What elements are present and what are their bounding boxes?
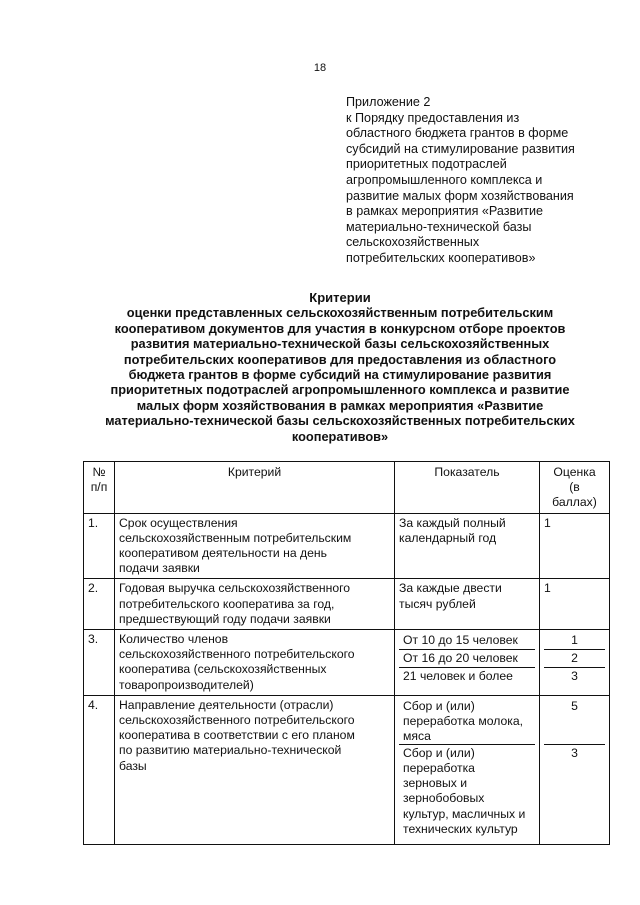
indicator-line: Сбор и (или): [403, 745, 475, 760]
criterion-line: потребительского кооператива за год,: [119, 596, 335, 611]
indicator-line: Сбор и (или): [403, 698, 475, 713]
title-line: оценки представленных сельскохозяйственным потребительским: [126, 305, 554, 321]
header-num-line: п/п: [90, 480, 108, 495]
title-line: малых форм хозяйствования в рамках мероприятия «Развитие: [136, 397, 544, 413]
header-score: [540, 462, 610, 514]
row-score-list: [540, 695, 610, 844]
indicator-line: календарный год: [399, 530, 497, 545]
header-score-line: баллах): [552, 495, 597, 510]
criterion-line: сельскохозяйственного потребительского: [119, 713, 355, 728]
appendix-line: приоритетных подотраслей: [346, 157, 507, 172]
row-number: 1.: [84, 513, 115, 579]
row-indicator-list: [395, 695, 540, 844]
indicator-option: [399, 745, 535, 842]
row-criterion: [115, 630, 395, 696]
score-option: 5: [544, 698, 605, 745]
appendix-line: Приложение 2: [346, 95, 431, 109]
row-indicator: [395, 513, 540, 579]
header-num: [84, 462, 115, 514]
table-row: [84, 579, 610, 630]
title-heading: Критерии: [309, 290, 371, 305]
title-line: приоритетных подотраслей агропромышленного комплекса и развитие: [110, 382, 570, 398]
score-option: 3: [571, 669, 578, 684]
row-number: 2.: [84, 579, 115, 630]
criterion-line: Направление деятельности (отрасли): [119, 697, 334, 712]
header-num-line: №: [92, 465, 106, 479]
row-number: 3.: [84, 630, 115, 696]
table-row: [84, 695, 610, 844]
indicator-option: [399, 698, 535, 745]
criterion-line: кооператива (сельскохозяйственных: [119, 662, 327, 677]
row-indicator-list: [395, 630, 540, 696]
criterion-line: Годовая выручка сельскохозяйственного: [119, 581, 351, 596]
criterion-line: Количество членов: [119, 632, 229, 647]
appendix-reference: [346, 95, 614, 267]
indicator-line: зернобобовых: [403, 791, 485, 806]
row-score: 1: [540, 579, 610, 630]
row-score-list: [540, 630, 610, 696]
criterion-line: подачи заявки: [119, 561, 200, 576]
table-row: [84, 513, 610, 579]
criterion-line: кооперативом деятельности на день: [119, 546, 327, 561]
indicator-line: мяса: [403, 729, 431, 744]
header-score-line: (в: [569, 480, 580, 495]
row-criterion: [115, 695, 395, 844]
title-line: развития материально-технической базы сельскохозяйственных: [130, 336, 550, 352]
indicator-option: От 10 до 15 человек: [399, 632, 535, 650]
title-line: кооперативом документов для участия в конкурсном отборе проектов: [114, 320, 566, 336]
table-row: [84, 630, 610, 696]
criterion-line: Срок осуществления: [119, 515, 238, 530]
criterion-line: товаропроизводителей): [119, 677, 254, 692]
table-header-row: [84, 462, 610, 514]
row-score: 1: [540, 513, 610, 579]
appendix-line: субсидий на стимулирование развития: [346, 141, 575, 156]
appendix-line: потребительских кооперативов»: [346, 250, 536, 265]
indicator-line: тысяч рублей: [399, 596, 476, 611]
score-option: 2: [544, 650, 605, 668]
score-option: 1: [544, 632, 605, 650]
indicator-option: От 16 до 20 человек: [399, 650, 535, 668]
indicator-line: За каждые двести: [399, 581, 502, 596]
indicator-line: зерновых и: [403, 776, 468, 791]
score-option: 3: [571, 745, 578, 760]
header-indicator: Показатель: [395, 462, 540, 514]
title-line: бюджета грантов в форме субсидий на стимулирование развития: [128, 367, 552, 383]
criterion-line: базы: [119, 758, 147, 773]
title-line: материально-технической базы сельскохозяйственных потребительских: [105, 413, 575, 429]
title-line: кооперативов»: [291, 428, 389, 444]
row-indicator: [395, 579, 540, 630]
header-score-line: Оценка: [553, 465, 596, 479]
criteria-table: [83, 461, 610, 845]
appendix-line: материально-технической базы: [346, 219, 532, 234]
document-title: [70, 290, 610, 444]
indicator-line: За каждый полный: [399, 515, 506, 530]
criterion-line: сельскохозяйственного потребительского: [119, 647, 355, 662]
indicator-line: технических культур: [403, 821, 518, 836]
indicator-option: 21 человек и более: [403, 669, 513, 684]
header-criterion: Критерий: [115, 462, 395, 514]
indicator-line: переработка: [403, 761, 475, 776]
title-line: потребительских кооперативов для предоставления из областного: [123, 351, 557, 367]
indicator-line: переработка молока,: [403, 714, 524, 729]
appendix-line: к Порядку предоставления из: [346, 110, 520, 125]
criterion-line: по развитию материально-технической: [119, 743, 342, 758]
appendix-line: агропромышленного комплекса и: [346, 172, 543, 187]
criterion-line: предшествующий году подачи заявки: [119, 611, 331, 626]
appendix-line: в рамках мероприятия «Развитие: [346, 204, 544, 219]
appendix-line: развитие малых форм хозяйствования: [346, 188, 574, 203]
appendix-line: сельскохозяйственных: [346, 235, 480, 250]
row-criterion: [115, 579, 395, 630]
page-number: 18: [313, 62, 327, 74]
indicator-line: культур, масличных и: [403, 806, 526, 821]
criterion-line: сельскохозяйственным потребительским: [119, 530, 352, 545]
criterion-line: кооператива в соответствии с его планом: [119, 728, 355, 743]
row-number: 4.: [84, 695, 115, 844]
appendix-line: областного бюджета грантов в форме: [346, 126, 569, 141]
row-criterion: [115, 513, 395, 579]
